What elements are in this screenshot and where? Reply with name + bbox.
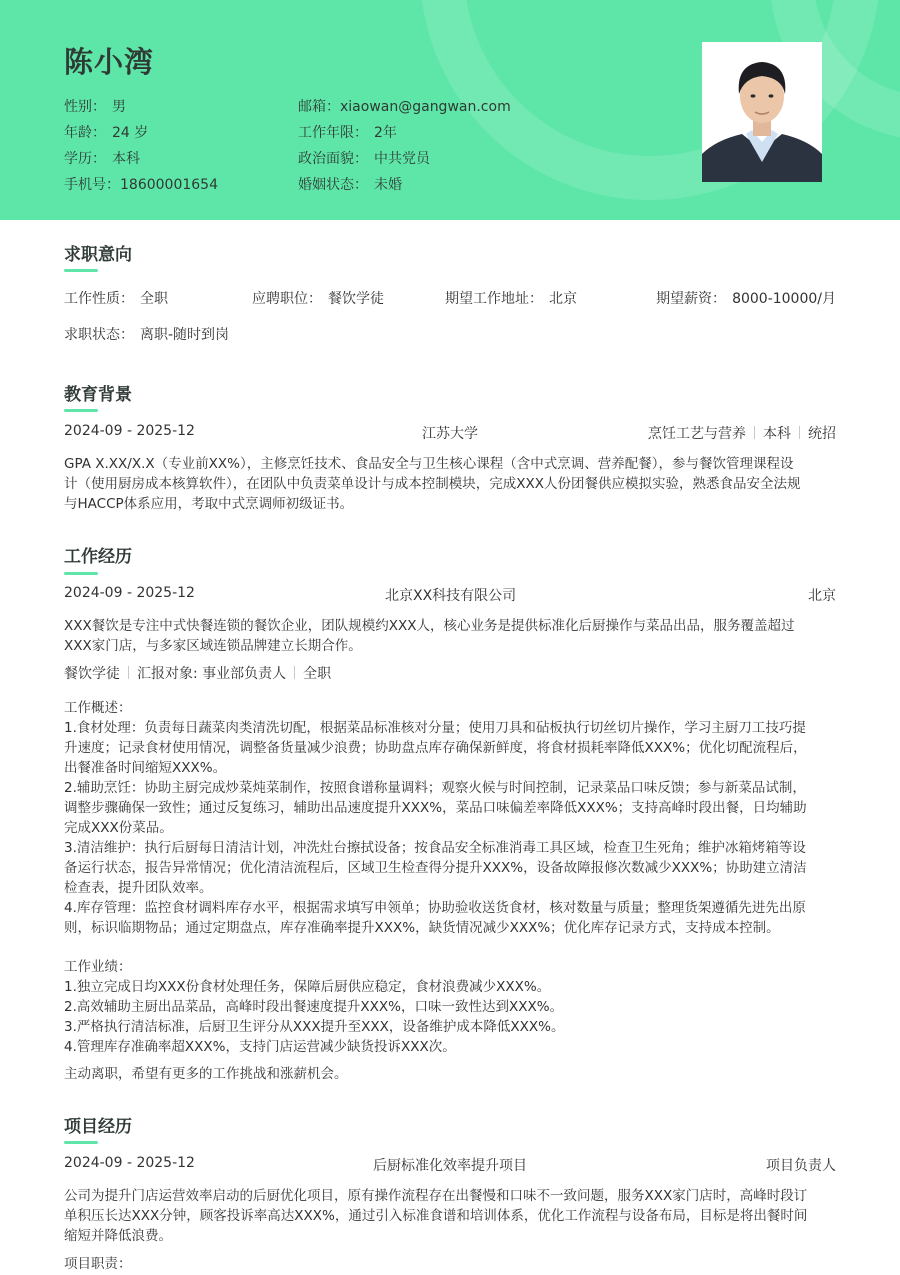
- project-duty-title: 项目职责：: [64, 1256, 132, 1272]
- project-description: 公司为提升门店运营效率启动的后厨优化项目，原有操作流程存在出餐慢和口味不一致问题，服务XXX家门店时，高峰时段订 单积压长达XXX分钟，顾客投诉率高达XXX%，通过引入标准食谱和培训体系，优化工作流程与设备布局，目标是将出餐时间 缩短并降低浪费。: [64, 1188, 808, 1244]
- section-title-project: 项目经历: [64, 1117, 132, 1137]
- education-school: 江苏大学: [422, 426, 478, 442]
- company-description: XXX餐饮是专注中式快餐连锁的餐饮企业，团队规模约XXX人，核心业务是提供标准化后厨操作与菜品出品，服务覆盖超过 XXX家门店，与多家区域连锁品牌建立长期合作。: [64, 618, 795, 654]
- profile-photo: [702, 42, 822, 182]
- work-achievements: 工作业绩： 1.独立完成日均XXX份食材处理任务，保障后厨供应稳定，食材浪费减少XXX%。 2.高效辅助主厨出品菜品，高峰时段出餐速度提升XXX%，口味一致性达到XXX%。 3.严格执行清洁标准，后厨卫生评分从XXX提升至XXX，设备维护成本降低XXX%。 4.管理库存准确率超XXX%，支持门店运营减少缺货投诉XXX次。: [64, 959, 565, 1055]
- section-title-education: 教育背景: [64, 385, 132, 405]
- intent-salary: 期望薪资： 8000-10000/月: [656, 291, 836, 307]
- work-company: 北京XX科技有限公司: [385, 588, 517, 604]
- section-title-work: 工作经历: [64, 547, 132, 567]
- info-email: 邮箱：xiaowan@gangwan.com: [298, 99, 511, 115]
- section-underline: [64, 409, 98, 412]
- section-title-intent: 求职意向: [64, 245, 132, 265]
- work-period: 2024-09 - 2025-12: [64, 585, 195, 601]
- project-period: 2024-09 - 2025-12: [64, 1155, 195, 1171]
- section-underline: [64, 1141, 98, 1144]
- intent-position: 应聘职位： 餐饮学徒: [252, 291, 384, 307]
- project-name: 后厨标准化效率提升项目: [373, 1158, 527, 1174]
- resume-header: [0, 0, 900, 220]
- candidate-name: 陈小湾: [64, 45, 155, 79]
- work-city: 北京: [808, 588, 836, 604]
- section-underline: [64, 269, 98, 272]
- info-education: 学历： 本科: [64, 151, 140, 167]
- info-gender: 性别： 男: [64, 99, 126, 115]
- education-meta: 烹饪工艺与营养 本科 统招: [648, 426, 836, 442]
- info-age: 年龄： 24 岁: [64, 125, 149, 141]
- work-overview: 工作概述： 1.食材处理：负责每日蔬菜肉类清洗切配，根据菜品标准核对分量；使用刀具和砧板执行切丝切片操作，学习主厨刀工技巧提 升速度；记录食材使用情况，调整备货量减少浪费；协助盘点库存确保新鲜度，将食材损耗率降低XXX%；优化切配流程后， 出餐准备时间缩短XXX%。 2.辅助烹饪：协助主厨完成炒菜炖菜制作，按照食谱称量调料；观察火候与时间控制，记录菜品口味反馈；参与新菜品试制， 调整步骤确保一致性；通过反复练习，辅助出品速度提升XXX%，菜品口味偏差率降低XXX%；支持高峰时段出餐，日均辅助 完成XXX份菜品。 3.清洁维护：执行后厨每日清洁计划，冲洗灶台擦拭设备；按食品安全标准消毒工具区域，检查卫生死角；维护冰箱烤箱等设 备运行状态，报告异常情况；优化清洁流程后，区域卫生检查得分提升XXX%，设备故障报修次数减少XXX%；协助建立清洁 检查表，提升团队效率。 4.库存管理：监控食材调料库存水平，根据需求填写申领单；协助验收送货食材，核对数量与质量；整理货架遵循先进先出原 则，标识临期物品；通过定期盘点，库存准确率提升XXX%，缺货情况减少XXX%；优化库存记录方式，支持成本控制。: [64, 700, 807, 936]
- education-description: GPA X.XX/X.X（专业前XX%），主修烹饪技术、食品安全与卫生核心课程（含中式烹调、营养配餐），参与餐饮管理课程设 计（使用厨房成本核算软件），在团队中负责菜单设计与成本控制模块，完成XXX人份团餐供应模拟实验，熟悉食品安全法规 与HACCP体系应用，考取中式烹调师初级证书。: [64, 456, 801, 512]
- leave-reason: 主动离职，希望有更多的工作挑战和涨薪机会。: [64, 1066, 348, 1082]
- info-political: 政治面貌： 中共党员: [298, 151, 430, 167]
- info-marital: 婚姻状态： 未婚: [298, 177, 402, 193]
- education-period: 2024-09 - 2025-12: [64, 423, 195, 439]
- intent-status: 求职状态： 离职-随时到岗: [64, 327, 230, 343]
- intent-location: 期望工作地址： 北京: [445, 291, 577, 307]
- avatar-icon: [702, 42, 822, 182]
- project-role: 项目负责人: [766, 1158, 836, 1174]
- info-phone: 手机号：18600001654: [64, 177, 218, 193]
- info-years: 工作年限： 2年: [298, 125, 397, 141]
- intent-work-type: 工作性质： 全职: [64, 291, 168, 307]
- work-role-meta: 餐饮学徒 汇报对象: 事业部负责人 全职: [64, 666, 332, 682]
- section-underline: [64, 572, 98, 575]
